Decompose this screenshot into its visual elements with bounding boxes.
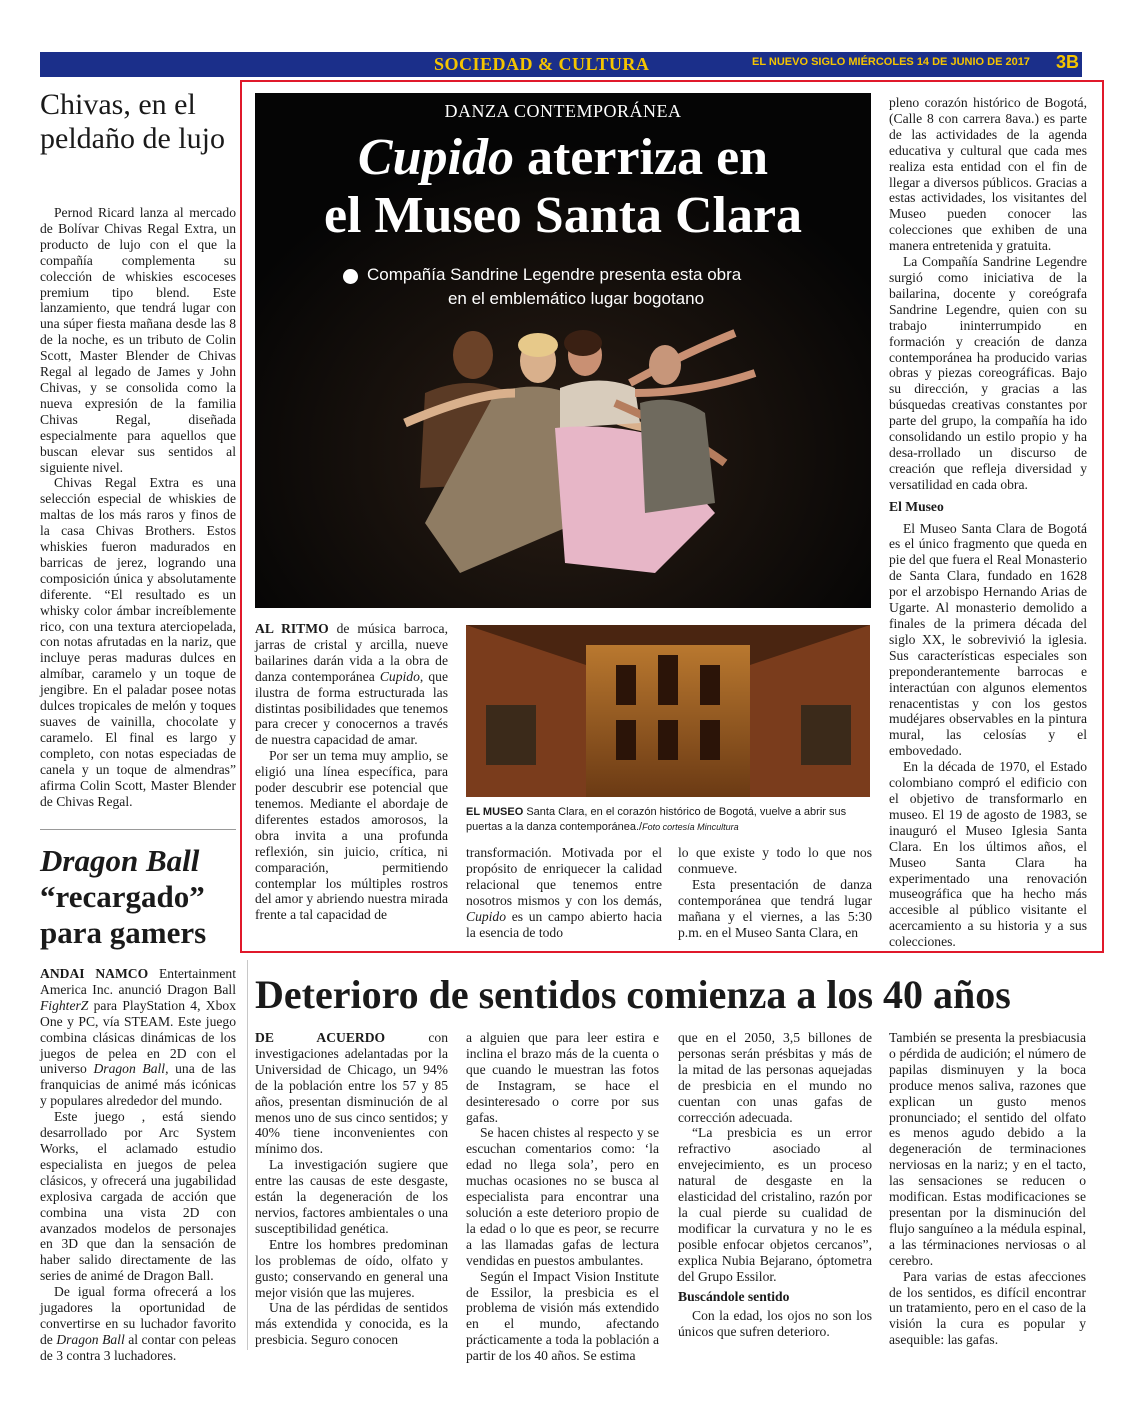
deterioro-headline: Deterioro de sentidos comienza a los 40 años xyxy=(255,972,1011,1017)
dragon-text-italic: Dragon Ball xyxy=(93,1061,166,1077)
feature-text-italic: Cupido xyxy=(466,908,507,924)
deterioro-paragraph: “La presbicia es un error refractivo asociado al envejecimiento, es un proceso natural de desgaste en la elasticidad del cristalino, razón por la cual pierde su cualidad de modificar la curvatura y no le es posible enfocar objetos cercanos”, explica Nubia Bejarano, óptometra del Grupo Essilor. xyxy=(678,1125,872,1284)
dragon-ball-headline xyxy=(40,843,240,951)
subtitle-line: en el emblemático lugar bogotano xyxy=(447,289,705,308)
museum-photo-caption xyxy=(466,805,872,835)
feature-text: transformación. Motivada por el propósito de enriquecer la calidad relacional que tenemos entre nosotros mismos y con los demás, xyxy=(466,845,662,908)
dragon-text: al contar con peleas de 3 contra 3 luchadores. xyxy=(40,1331,236,1363)
feature-column-3 xyxy=(678,845,872,940)
deterioro-paragraph xyxy=(255,1030,448,1157)
feature-text: , que ilustra de forma estructurada las distintas posibilidades que tenemos para crecer y conocernos a través de nuestra capacidad de amar. xyxy=(255,668,448,748)
deterioro-text: con investigaciones adelantadas por la Universidad de Chicago, un 94% de la población entre los 57 y 85 años, presentan disminución de al menos uno de sus cinco sentidos; y 40% tiene inconvenientes con mínimo dos. xyxy=(255,1030,448,1157)
feature-text: es un campo abierto hacia la esencia de todo xyxy=(466,908,662,940)
deterioro-paragraph: La investigación sugiere que entre las causas de este desgaste, están la degeneración de los nervios, factores ambientales o una susceptibilidad genética. xyxy=(255,1157,448,1236)
deterioro-paragraph: Con la edad, los ojos no son los únicos que sufren deterioro. xyxy=(678,1308,872,1340)
dragon-paragraph: Este juego , está siendo desarrollado por Arc System Works, el aclamado estudio especialista en juegos de pelea clásicos, y ofrecerá una jugabilidad explosiva cargada de acción que combina una vista 2D con avanzados modelos de personajes en 3D que dan la sensación de haber salido directamente de las series de animé de Dragon Ball. xyxy=(40,1109,236,1284)
deterioro-paragraph: que en el 2050, 3,5 billones de personas serán présbitas y más de la mitad de las personas aquejadas de presbicia en el mundo no cuentan con unas gafas de corrección adecuada. xyxy=(678,1030,872,1125)
dragon-title-italic: Dragon Ball xyxy=(40,843,200,878)
feature-paragraph: Por ser un tema muy amplio, se eligió una línea específica, para poder descubrir ese potencial que tenemos. Mediante el abordaje de diferentes estados amorosos, la obra invita a una profunda reflexión, sin juicio, crítica, ni comparación, permitiendo contemplar los múltiples rostros del amor y abriendo nuestra mirada frente a tal capacidad de xyxy=(255,748,448,923)
feature-paragraph: Esta presentación de danza contemporánea que tendrá lugar mañana y el viernes, a las 5:30 p.m. en el Museo Santa Clara, en xyxy=(678,876,872,940)
dragon-text: para PlayStation 4, Xbox One y PC, vía STEAM. Este juego combina clásicas dinámicas de los juegos de pelea en 2D con el universo xyxy=(40,997,236,1077)
feature-column-2 xyxy=(466,845,662,940)
feature-paragraph: pleno corazón histórico de Bogotá, (Calle 8 con carrera 8ava.) es parte de las actividades de la agenda educativa y cultural que cada mes realiza esta entidad con el fin de llegar a diversos públicos. Gracias a estas actividades, los visitantes del Museo pueden conocer las colecciones que exhiben de una manera entretenida y gratuita. xyxy=(889,95,1087,254)
section-name: SOCIEDAD & CULTURA xyxy=(434,54,650,74)
deterioro-column-1 xyxy=(255,1030,448,1348)
deterioro-kicker: DE ACUERDO xyxy=(255,1030,386,1045)
dragon-kicker: ANDAI NAMCO xyxy=(40,966,149,981)
deterioro-paragraph: a alguien que para leer estira e inclina el brazo más de la cuenta o que cuando le muestran las fotos de Instagram, se hace el desinteresado o corre por sus gafas. xyxy=(466,1030,659,1125)
feature-headline xyxy=(255,129,871,245)
subtitle-line: Compañía Sandrine Legendre presenta esta obra xyxy=(367,265,742,284)
headline-italic: Cupido xyxy=(357,129,514,186)
feature-text-italic: Cupido xyxy=(379,668,420,684)
feature-right-column xyxy=(889,95,1087,950)
dragon-text: Entertainment America Inc. anunció Dragon Ball xyxy=(40,966,236,997)
headline-line2: el Museo Santa Clara xyxy=(323,187,803,244)
deterioro-paragraph: Se hacen chistes al respecto y se escuchan comentarios como: ‘la edad no llega sola’, pero en muchas ocasiones no se busca al especialista para encontrar una solución a este deterioro propio de la edad o lo que es peor, se recurre a las llamadas gafas de lectura vendidas en puestos ambulantes. xyxy=(466,1125,659,1268)
deterioro-paragraph: Entre los hombres predominan los problemas de oído, olfato y gusto; conservando en general una mejor visión que las mujeres. xyxy=(255,1236,448,1300)
feature-paragraph: En la década de 1970, el Estado colombiano compró el edificio con el objetivo de transformarlo en museo. El 19 de agosto de 1983, se inauguró el Museo Iglesia Santa Clara. En los últimos años, el Museo Santa Clara ha experimentado una renovación museográfica que ha hecho más accesible al público visitante el acercamiento a su historia y a sus colecciones. xyxy=(889,759,1087,950)
feature-paragraph: lo que existe y todo lo que nos conmueve. xyxy=(678,845,872,876)
feature-body-kicker: AL RITMO xyxy=(255,621,329,636)
subheading-buscandole-sentido: Buscándole sentido xyxy=(678,1288,790,1304)
dragon-paragraph xyxy=(40,966,236,1109)
dragon-paragraph xyxy=(40,1284,236,1364)
feature-paragraph xyxy=(466,845,662,940)
deterioro-paragraph: Según el Impact Vision Institute de Essilor, la presbicia es el problema de visión más extendido en el mundo, afectando prácticamente a toda la población a partir de los 40 años. Se estima xyxy=(466,1268,659,1364)
page-number: 3B xyxy=(1056,52,1080,72)
chivas-headline: Chivas, en el peldaño de lujo xyxy=(40,88,225,155)
feature-kicker: DANZA CONTEMPORÁNEA xyxy=(444,101,682,121)
chivas-article-body xyxy=(40,205,236,809)
column-rule xyxy=(247,960,248,1350)
museum-altar-image xyxy=(466,625,870,797)
deterioro-paragraph: Una de las pérdidas de sentidos más extendida y conocida, es la presbicia. Seguro conocen xyxy=(255,1300,448,1348)
deterioro-column-2 xyxy=(466,1030,659,1364)
dragon-text-italic: Dragon Ball xyxy=(56,1331,125,1347)
subheading-el-museo: El Museo xyxy=(889,498,944,514)
chivas-paragraph: Chivas Regal Extra es una selección especial de whiskies de maltas de los más raros y finos de la casa Chivas Brothers. Estos whiskies fueron madurados en barricas de jerez, logrando una composición única y absolutamente diferente. “El resultado es un whisky color ámbar increíblemente rico, con una textura aterciopelada, con notas afrutadas en la nariz, que incluye peras maduras dulces en almíbar, caramelo y un toque de jengibre. En el paladar posee notas dulces tropicales de melón y toques suaves de vainilla, chocolate y caramelo. El final es largo y completo, con notas especiadas de canela y un toque de almendras” afirma Colin Scott, Master Blender de Chivas Regal. xyxy=(40,475,236,809)
column-separator xyxy=(40,829,236,830)
dragon-ball-article-body xyxy=(40,966,236,1364)
feature-text: de música barroca, jarras de cristal y arcilla, nueve bailarines darán vida a la obra de danza contemporánea xyxy=(255,621,448,684)
deterioro-paragraph: También se presenta la presbiacusia o pérdida de audición; el número de papilas disminuyen y la boca produce menos saliva, razones que explican un gusto menos pronunciado; el sentido del olfato es menos agudo debido a la degeneración de terminaciones nerviosas en la nariz; y en el tacto, las sensaciones se reducen o modifican. Estas modificaciones se presentan por la disminución del flujo sanguíneo a la médula espinal, a las términaciones nerviosas o al cerebro. xyxy=(889,1030,1086,1268)
feature-hero xyxy=(255,93,871,608)
dragon-text: De igual forma ofrecerá a los jugadores la oportunidad de convertirse en su luchador favorito de xyxy=(40,1284,236,1347)
dragon-text: , una de las franquicias de animé más icónicas y populares alrededor del mundo. xyxy=(40,1061,236,1109)
feature-paragraph: La Compañía Sandrine Legendre surgió como iniciativa de la bailarina, docente y coreógrafa Sandrine Legendre, quien con su trabajo ininterrumpido en formación y creación de danza contemporánea ha producido varias obras y piezas coreográficas. Bajo su dirección, y gracias a las búsquedas creativas constantes por parte del grupo, la compañía ha ido consolidando un estilo propio y ha desa-rrollado un discurso de creación que refleja diversidad y versatilidad en cada obra. xyxy=(889,254,1087,492)
deterioro-paragraph: Para varias de estas afecciones de los sentidos, es difícil encontrar un tratamiento, pero en el caso de la visión la cura es popular y asequible: las gafas. xyxy=(889,1268,1086,1348)
dateline: EL NUEVO SIGLO MIÉRCOLES 14 DE JUNIO DE 2017 xyxy=(752,56,1030,68)
feature-subtitle xyxy=(367,263,827,311)
dragon-text-italic: FighterZ xyxy=(40,997,89,1013)
feature-paragraph xyxy=(255,621,448,748)
deterioro-column-3 xyxy=(678,1030,872,1340)
bullet-icon xyxy=(343,269,358,284)
caption-kicker: EL MUSEO xyxy=(466,806,524,818)
feature-paragraph: El Museo Santa Clara de Bogotá es el único fragmento que queda en pie del que fuera el Real Monasterio de Santa Clara, fundado en 1628 por el arzobispo Hernando Arias de Ugarte. Al monasterio demolido a finales de la primera década del siglo XX, le sobrevivió la iglesia. Sus características especiales son preponderantemente barrocas e interactúan con algunos elementos renacentistas y con los gestos mudéjares observables en la pintura mural, las celosías y el embovedado. xyxy=(889,520,1087,759)
feature-column-1 xyxy=(255,621,448,923)
dragon-title-rest: “recargado” para gamers xyxy=(40,879,207,950)
headline-rest: aterriza en xyxy=(513,129,769,186)
caption-text: Santa Clara, en el corazón histórico de Bogotá, vuelve a abrir sus puertas a la danza contemporánea./ xyxy=(466,806,847,833)
chivas-paragraph: Pernod Ricard lanza al mercado de Bolívar Chivas Regal Extra, un producto de lujo con el que la compañía complementa su colección de whiskies escoceses premium tipo blend. Este lanzamiento, que tendrá lugar con una súper fiesta mañana desde las 8 de la noche, es un tributo de Colin Scott, Master Blender de Chivas Regal al legado de James y John Chivas, y se consolida como la nueva expresión de la familia Chivas Regal, diseñada especialmente para aquellos que buscan elevar sus sentidos al siguiente nivel. xyxy=(40,205,236,475)
photo-credit: Foto cortesía Mincultura xyxy=(642,822,739,832)
museum-photo xyxy=(466,625,870,797)
deterioro-column-4 xyxy=(889,1030,1086,1348)
